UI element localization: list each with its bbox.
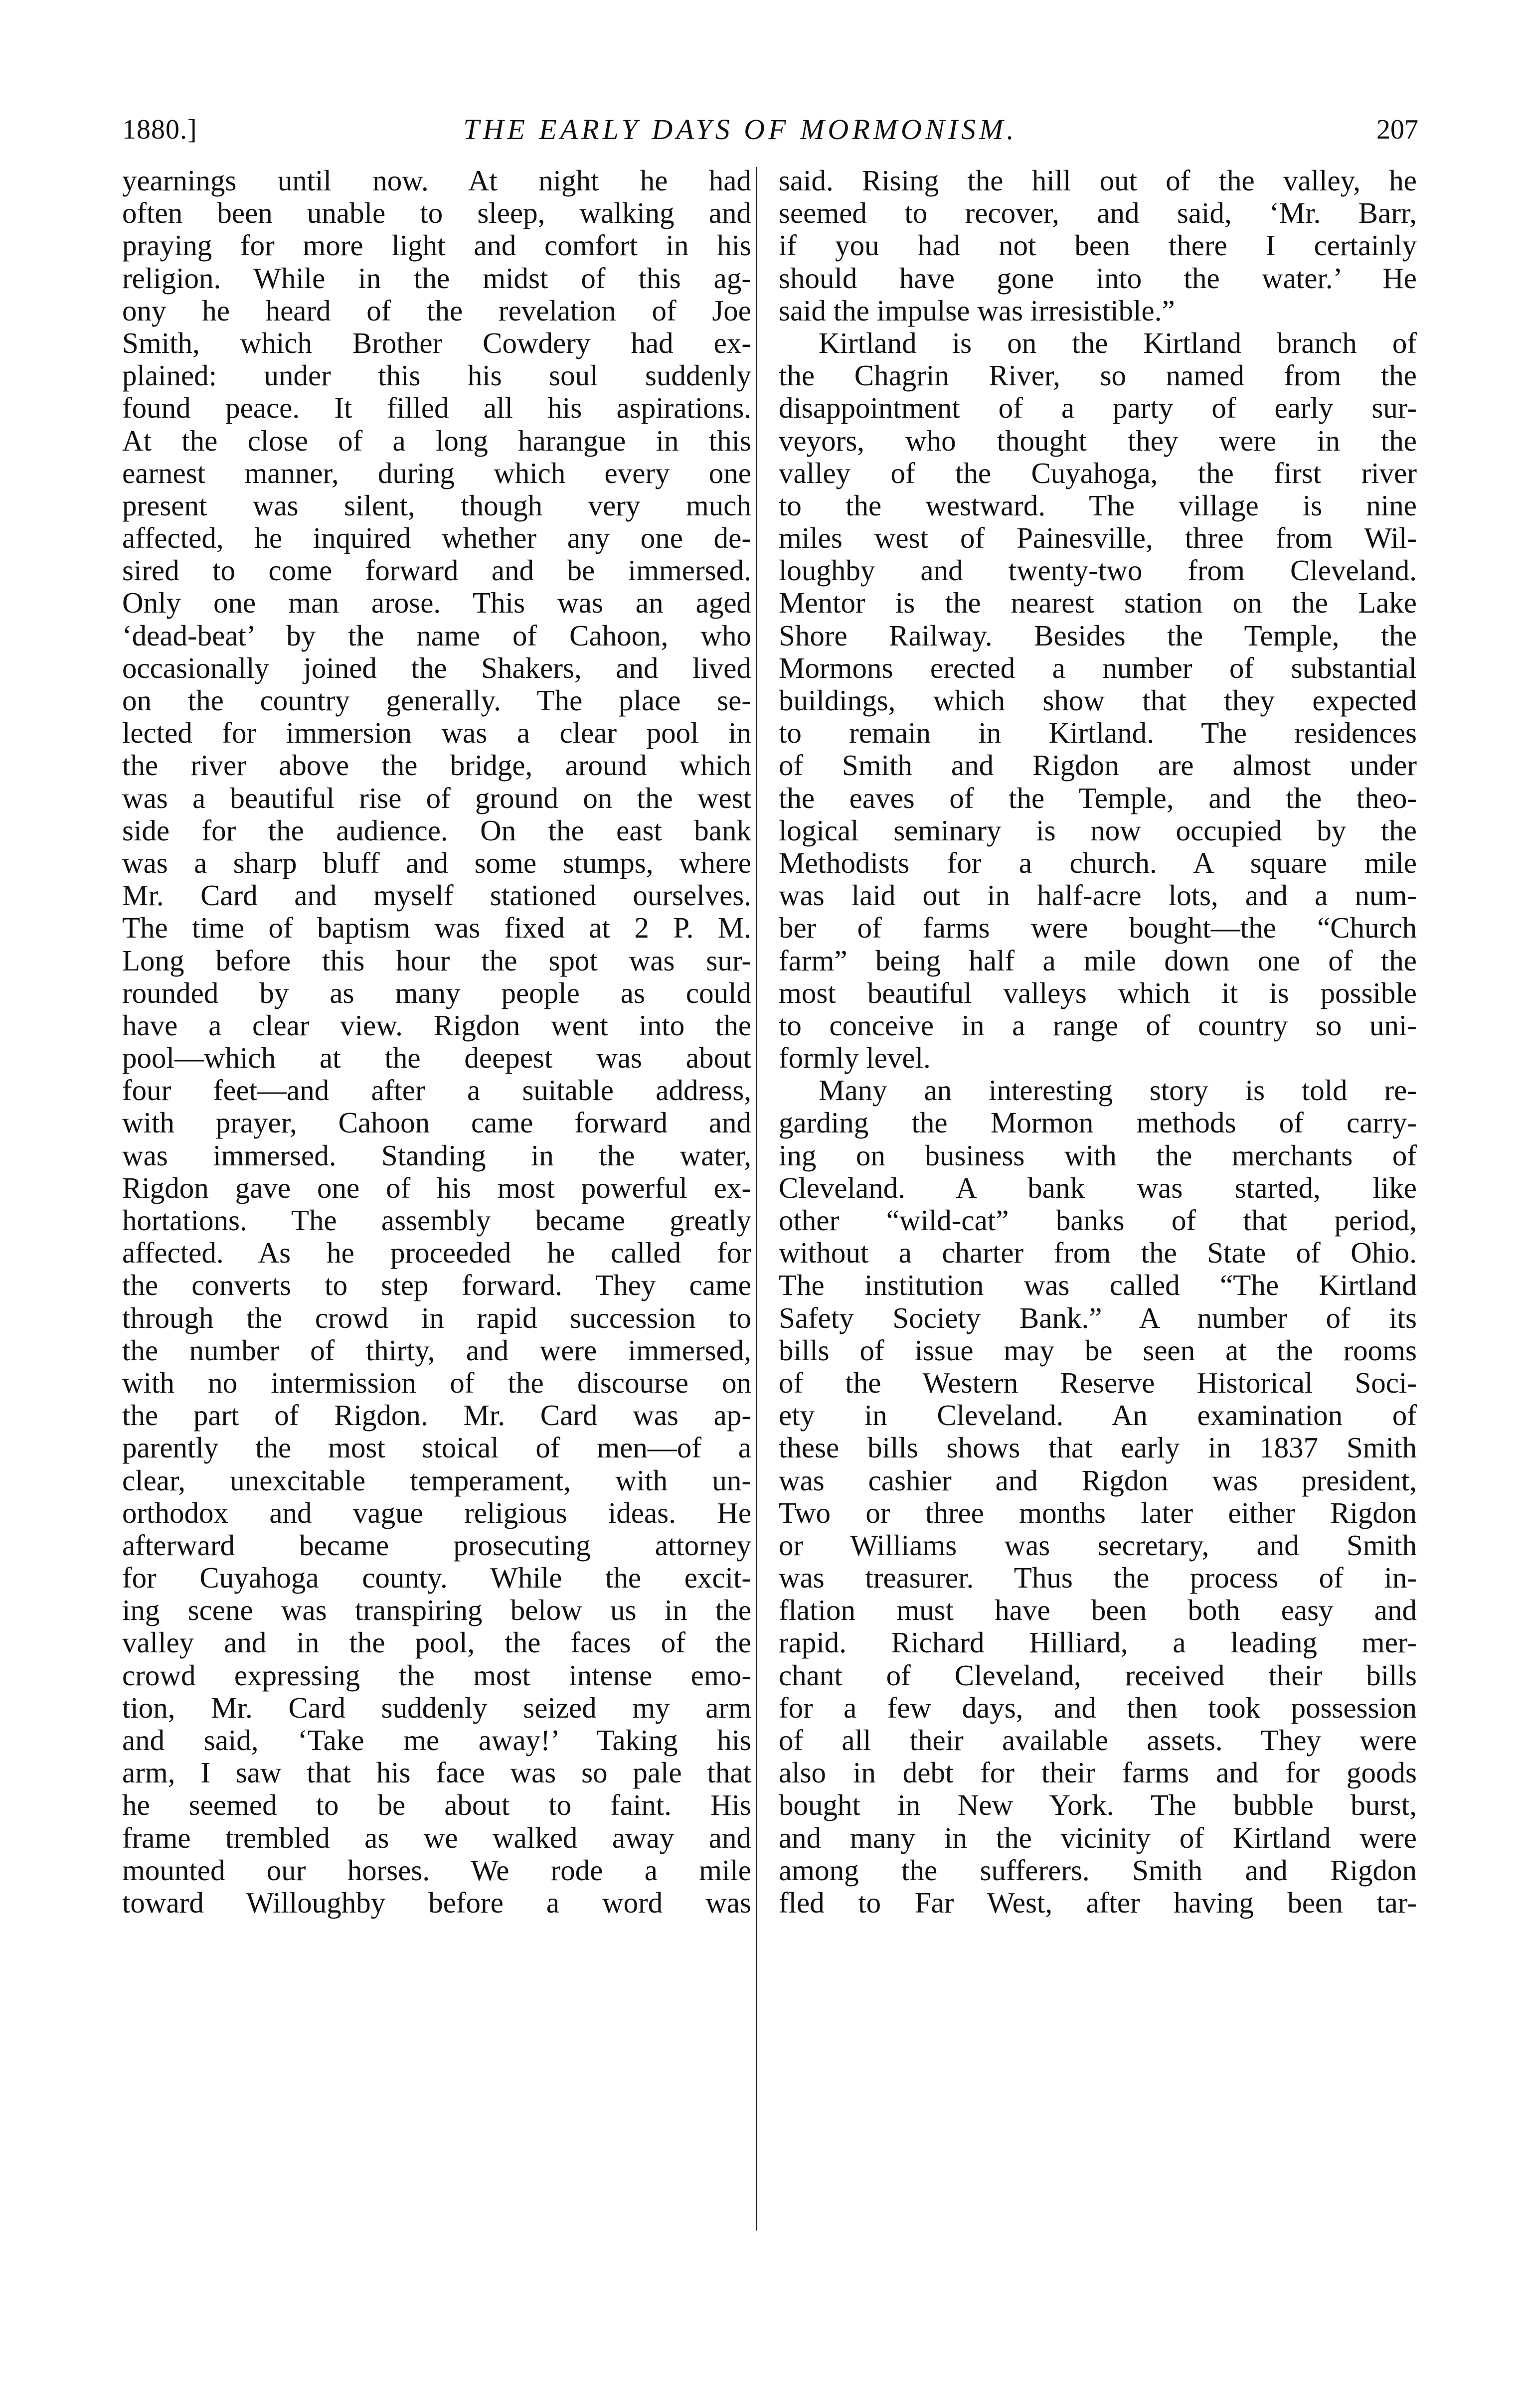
- text-line: rapid. Richard Hilliard, a leading mer-: [779, 1626, 1417, 1659]
- text-line: rounded by as many people as could: [122, 976, 751, 1009]
- text-line: said the impulse was irresistible.”: [779, 294, 1175, 327]
- text-line: among the sufferers. Smith and Rigdon: [779, 1853, 1417, 1887]
- text-line: Mormons erected a number of substantial: [779, 651, 1417, 684]
- text-line: with prayer, Cahoon came forward and: [122, 1106, 751, 1139]
- text-line: for Cuyahoga county. While the excit-: [122, 1561, 751, 1595]
- running-header: [122, 107, 1418, 152]
- text-line: occasionally joined the Shakers, and lived: [122, 651, 751, 684]
- text-line: veyors, who thought they were in the: [779, 424, 1417, 457]
- text-line: four feet—and after a suitable address,: [122, 1074, 751, 1107]
- text-line: the part of Rigdon. Mr. Card was ap-: [122, 1399, 751, 1432]
- text-line: The institution was called “The Kirtland: [779, 1269, 1417, 1302]
- text-line: religion. While in the midst of this ag-: [122, 261, 751, 295]
- text-line: the river above the bridge, around which: [122, 749, 751, 782]
- paragraph-start-line: Many an interesting story is told re-: [819, 1074, 1417, 1107]
- text-line: farm” being half a mile down one of the: [779, 944, 1417, 977]
- text-line: Mentor is the nearest station on the Lake: [779, 586, 1417, 620]
- text-line: most beautiful valleys which it is possible: [779, 976, 1417, 1009]
- column-divider: [756, 167, 757, 2231]
- text-line: of the Western Reserve Historical Soci-: [779, 1366, 1417, 1399]
- text-line: was laid out in half-acre lots, and a num-: [779, 879, 1417, 912]
- left-column: [122, 164, 751, 1919]
- text-line: was immersed. Standing in the water,: [122, 1138, 751, 1172]
- text-line: fled to Far West, after having been tar-: [779, 1886, 1417, 1919]
- text-line: logical seminary is now occupied by the: [779, 813, 1417, 847]
- text-line: bills of issue may be seen at the rooms: [779, 1333, 1417, 1367]
- text-line: sired to come forward and be immersed.: [122, 554, 751, 587]
- text-line: orthodox and vague religious ideas. He: [122, 1496, 751, 1529]
- text-line: for a few days, and then took possession: [779, 1691, 1417, 1724]
- text-line: present was silent, though very much: [122, 488, 751, 522]
- text-line: affected, he inquired whether any one de-: [122, 521, 751, 555]
- text-line: on the country generally. The place se-: [122, 684, 751, 717]
- text-line: Cleveland. A bank was started, like: [779, 1171, 1417, 1204]
- text-line: hortations. The assembly became greatly: [122, 1204, 751, 1237]
- text-line: Only one man arose. This was an aged: [122, 586, 751, 620]
- text-line: the eaves of the Temple, and the theo-: [779, 781, 1417, 814]
- text-line: afterward became prosecuting attorney: [122, 1528, 751, 1562]
- text-line: garding the Mormon methods of carry-: [779, 1106, 1417, 1139]
- text-line: of all their available assets. They were: [779, 1724, 1417, 1757]
- text-line: bought in New York. The bubble burst,: [779, 1788, 1417, 1822]
- right-column: [779, 164, 1417, 1919]
- text-line: often been unable to sleep, walking and: [122, 196, 751, 230]
- text-line: tion, Mr. Card suddenly seized my arm: [122, 1691, 751, 1724]
- text-line: of Smith and Rigdon are almost under: [779, 749, 1417, 782]
- text-line: Safety Society Bank.” A number of its: [779, 1301, 1417, 1334]
- text-line: ing scene was transpiring below us in the: [122, 1594, 751, 1627]
- text-line: with no intermission of the discourse on: [122, 1366, 751, 1399]
- paragraph-start-line: Kirtland is on the Kirtland branch of: [819, 326, 1417, 359]
- text-line: Mr. Card and myself stationed ourselves.: [122, 879, 751, 912]
- text-line: to the westward. The village is nine: [779, 488, 1417, 522]
- text-line: other “wild-cat” banks of that period,: [779, 1204, 1417, 1237]
- text-line: mounted our horses. We rode a mile: [122, 1853, 751, 1887]
- text-line: miles west of Painesville, three from Wil-: [779, 521, 1417, 555]
- text-line: disappointment of a party of early sur-: [779, 391, 1417, 425]
- header-year: 1880.]: [122, 114, 197, 145]
- text-line: ‘dead-beat’ by the name of Cahoon, who: [122, 619, 751, 652]
- text-line: arm, I saw that his face was so pale that: [122, 1756, 751, 1789]
- text-line: to remain in Kirtland. The residences: [779, 716, 1417, 750]
- text-line: formly level.: [779, 1041, 931, 1075]
- text-line: At the close of a long harangue in this: [122, 424, 751, 457]
- text-line: chant of Cleveland, received their bills: [779, 1658, 1417, 1692]
- text-line: to conceive in a range of country so uni-: [779, 1008, 1417, 1042]
- text-line: should have gone into the water.’ He: [779, 261, 1417, 295]
- text-line: ony he heard of the revelation of Joe: [122, 294, 751, 327]
- text-line: and said, ‘Take me away!’ Taking his: [122, 1724, 751, 1757]
- text-line: these bills shows that early in 1837 Smith: [779, 1431, 1417, 1464]
- text-line: seemed to recover, and said, ‘Mr. Barr,: [779, 196, 1417, 230]
- text-line: was cashier and Rigdon was president,: [779, 1463, 1417, 1497]
- text-line: Long before this hour the spot was sur-: [122, 944, 751, 977]
- text-line: Shore Railway. Besides the Temple, the: [779, 619, 1417, 652]
- text-line: clear, unexcitable temperament, with un-: [122, 1463, 751, 1497]
- text-line: he seemed to be about to faint. His: [122, 1788, 751, 1822]
- text-line: parently the most stoical of men—of a: [122, 1431, 751, 1464]
- text-line: and many in the vicinity of Kirtland were: [779, 1821, 1417, 1854]
- text-line: have a clear view. Rigdon went into the: [122, 1008, 751, 1042]
- text-line: was treasurer. Thus the process of in-: [779, 1561, 1417, 1595]
- text-line: earnest manner, during which every one: [122, 456, 751, 489]
- text-line: valley of the Cuyahoga, the first river: [779, 456, 1417, 489]
- text-line: The time of baptism was fixed at 2 P. M.: [122, 911, 751, 945]
- text-line: through the crowd in rapid succession to: [122, 1301, 751, 1334]
- text-line: Rigdon gave one of his most powerful ex-: [122, 1171, 751, 1204]
- text-line: Methodists for a church. A square mile: [779, 846, 1417, 879]
- text-line: Smith, which Brother Cowdery had ex-: [122, 326, 751, 359]
- text-line: crowd expressing the most intense emo-: [122, 1658, 751, 1692]
- text-line: flation must have been both easy and: [779, 1594, 1417, 1627]
- text-line: pool—which at the deepest was about: [122, 1041, 751, 1075]
- header-title: THE EARLY DAYS OF MORMONISM.: [463, 113, 1017, 146]
- text-line: buildings, which show that they expected: [779, 684, 1417, 717]
- text-line: side for the audience. On the east bank: [122, 813, 751, 847]
- text-line: without a charter from the State of Ohio.: [779, 1236, 1417, 1270]
- text-line: ber of farms were bought—the “Church: [779, 911, 1417, 945]
- text-line: the converts to step forward. They came: [122, 1269, 751, 1302]
- text-line: was a beautiful rise of ground on the west: [122, 781, 751, 814]
- text-line: toward Willoughby before a word was: [122, 1886, 751, 1919]
- text-line: frame trembled as we walked away and: [122, 1821, 751, 1854]
- text-line: ing on business with the merchants of: [779, 1138, 1417, 1172]
- text-line: said. Rising the hill out of the valley, he: [779, 164, 1417, 197]
- text-line: the Chagrin River, so named from the: [779, 359, 1417, 392]
- text-line: ety in Cleveland. An examination of: [779, 1399, 1417, 1432]
- text-line: the number of thirty, and were immersed,: [122, 1333, 751, 1367]
- text-line: yearnings until now. At night he had: [122, 164, 751, 197]
- text-line: Two or three months later either Rigdon: [779, 1496, 1417, 1529]
- text-line: affected. As he proceeded he called for: [122, 1236, 751, 1270]
- text-line: found peace. It filled all his aspirations.: [122, 391, 751, 425]
- text-line: praying for more light and comfort in his: [122, 229, 751, 262]
- text-line: if you had not been there I certainly: [779, 229, 1417, 262]
- text-line: also in debt for their farms and for goods: [779, 1756, 1417, 1789]
- text-line: valley and in the pool, the faces of the: [122, 1626, 751, 1659]
- text-line: loughby and twenty-two from Cleveland.: [779, 554, 1417, 587]
- text-line: plained: under this his soul suddenly: [122, 359, 751, 392]
- text-line: was a sharp bluff and some stumps, where: [122, 846, 751, 879]
- text-line: lected for immersion was a clear pool in: [122, 716, 751, 750]
- text-line: or Williams was secretary, and Smith: [779, 1528, 1417, 1562]
- page-number: 207: [1376, 114, 1418, 145]
